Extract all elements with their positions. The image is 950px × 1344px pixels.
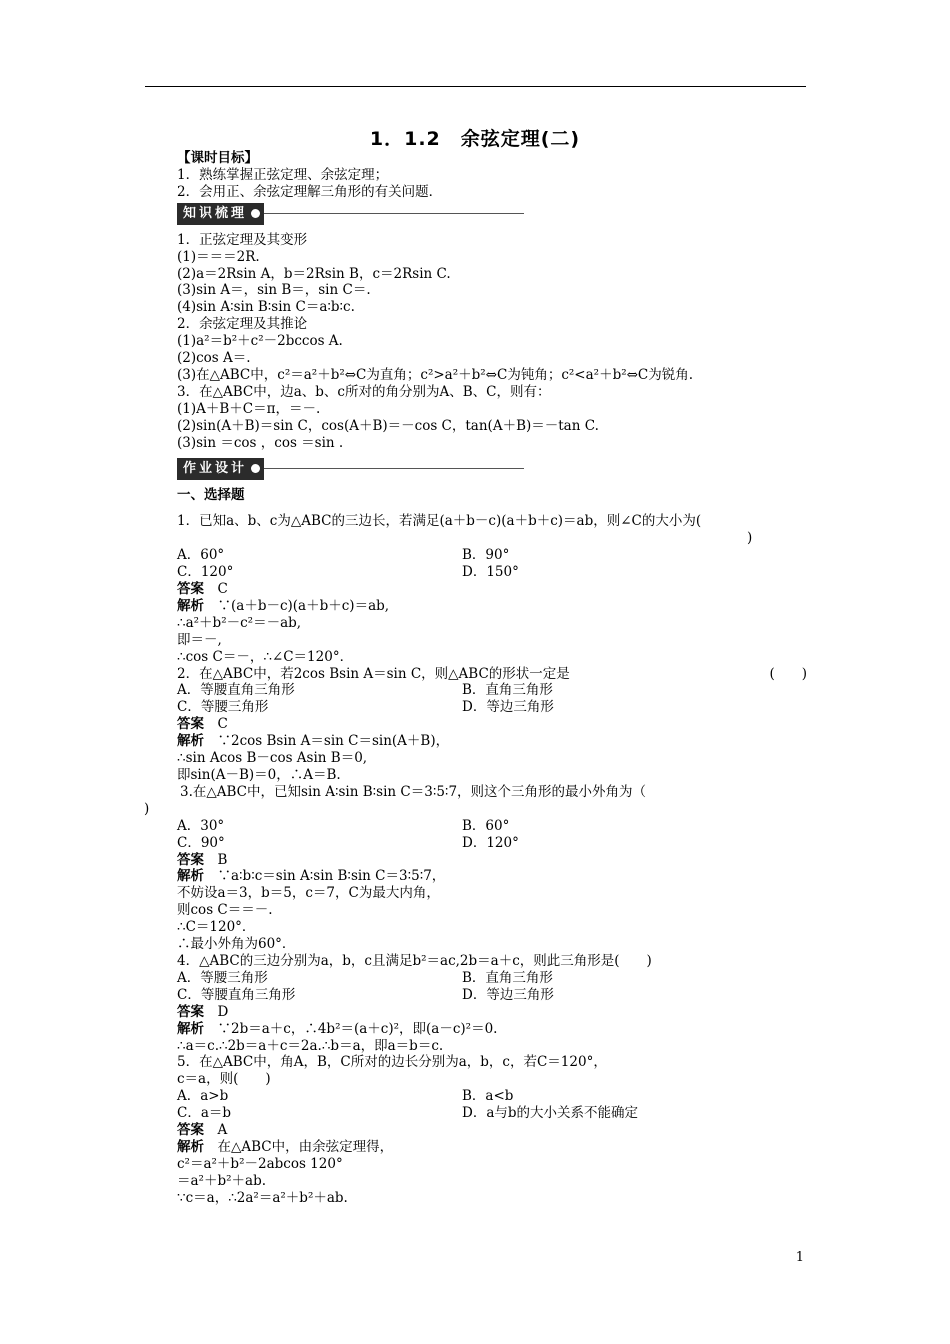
analysis-line: ∵(a＋b－c)(a＋b＋c)＝ab, [217,597,390,614]
question-1-stem: 1．已知a、b、c为△ABC的三边长，若满足(a＋b－c)(a＋b＋c)＝ab，则∠C的大小为( [177,513,702,530]
knowledge-line: (2)a＝2Rsin A，b＝2Rsin B，c＝2Rsin C. [177,265,451,282]
header-rule [145,86,806,87]
answer-value: A [217,1122,228,1139]
options-row [177,682,817,699]
option: D．等边三角形 [462,699,554,716]
analysis-label: 解析 [177,868,204,885]
option: A．30° [177,817,225,834]
question-2-row [177,666,807,683]
analysis-line: ∴a＝c.∴2b＝a＋c＝2a.∴b＝a，即a＝b＝c. [177,1037,444,1054]
options-row [177,818,817,835]
option: B．a<b [462,1088,514,1105]
options-row [177,1105,817,1122]
analysis-line: 不妨设a＝3，b＝5，c＝7，C为最大内角， [177,885,440,902]
section-banner-knowledge [177,202,817,226]
part-heading: 一、选择题 [177,486,245,503]
analysis-line: ∵a∶b∶c＝sin A∶sin B∶sin C＝3∶5∶7， [217,868,446,885]
knowledge-line: (3)在△ABC中，c²＝a²＋b²⇔C为直角；c²>a²＋b²⇔C为钝角；c²<a²＋b²⇔C为锐角. [177,366,694,383]
answer-label: 答案 [177,851,204,868]
page-number: 1 [795,1250,804,1265]
analysis-line: ∵2b＝a＋c，∴4b²＝(a＋c)²，即(a－c)²＝0. [217,1020,498,1037]
option: C．等腰直角三角形 [177,986,296,1003]
section-label: 知识梳理 [183,205,248,221]
analysis-label: 解析 [177,733,204,750]
question-5-stem: 5．在△ABC中，角A，B，C所对的边长分别为a，b，c，若C＝120°， [177,1054,607,1071]
analysis-label: 解析 [177,1020,204,1037]
options-row [177,547,817,564]
analysis-line: ∴C＝120°． [177,919,256,936]
section-rule [264,468,524,469]
question-5-stem-continued: c＝a，则( ) [177,1071,271,1088]
question-4-stem: 4．△ABC的三边分别为a，b，c且满足b²＝ac,2b＝a＋c，则此三角形是( ) [177,952,652,969]
answer-paren: ( ) [769,665,807,682]
analysis-line: ＝a²＋b²＋ab. [177,1172,266,1189]
analysis-line: 在△ABC中，由余弦定理得， [217,1138,394,1155]
analysis-line: ∴a²＋b²－c²＝－ab, [177,614,302,631]
knowledge-line: (1)A＋B＋C＝π，＝－. [177,400,321,417]
analysis-line: 即＝－, [177,631,222,648]
answer-paren: ) [747,530,753,547]
option: B．直角三角形 [462,969,553,986]
analysis-line: ∴最小外角为60°． [177,936,296,953]
knowledge-line: (1)＝＝＝2R. [177,248,260,265]
answer-label: 答案 [177,581,204,598]
analysis-line: c²＝a²＋b²－2abcos 120° [177,1155,343,1172]
option: A．a>b [177,1088,229,1105]
options-row [177,970,817,987]
options-row [177,1088,817,1105]
knowledge-line: (1)a²＝b²＋c²－2bccos A. [177,333,343,350]
knowledge-line: 2．余弦定理及其推论 [177,316,308,333]
page-title: 1．1.2 余弦定理(二) [369,128,581,150]
knowledge-line: 3．在△ABC中，边a、b、c所对的角分别为A、B、C，则有： [177,383,551,400]
section-label: 作业设计 [183,460,248,476]
option: D．等边三角形 [462,986,554,1003]
option: C．90° [177,834,225,851]
option: A．等腰三角形 [177,969,268,986]
option: B．60° [462,817,510,834]
analysis-label: 解析 [177,597,204,614]
analysis-line: ∵c＝a，∴2a²＝a²＋b²＋ab. [177,1189,348,1206]
option: D．150° [462,564,519,581]
analysis-line: 则cos C＝＝－. [177,902,273,919]
bullet-dot-icon [251,464,260,473]
option: D．120° [462,834,519,851]
knowledge-line: (4)sin A∶sin B∶sin C＝a∶b∶c. [177,299,355,316]
option: C．120° [177,564,234,581]
knowledge-line: (2)cos A＝. [177,350,251,367]
analysis-line: ∴cos C＝－，∴∠C＝120°． [177,648,354,665]
option: A．等腰直角三角形 [177,682,295,699]
question-3-stem: 3.在△ABC中，已知sin A∶sin B∶sin C＝3∶5∶7，则这个三角形的最小外角为（ [180,783,647,800]
answer-value: B [217,851,228,868]
option: A．60° [177,547,225,564]
answer-label: 答案 [177,1122,204,1139]
answer-label: 答案 [177,1003,204,1020]
options-row [177,987,817,1004]
knowledge-line: (3)sin A＝，sin B＝，sin C＝. [177,282,371,299]
answer-value: D [217,1003,229,1020]
analysis-line: 即sin(A－B)＝0，∴A＝B. [177,767,341,783]
options-row [177,835,817,852]
options-row [177,564,817,581]
analysis-line: ∴sin Acos B－cos Asin B＝0, [177,750,368,767]
objective-item: 1．熟练掌握正弦定理、余弦定理； [177,166,389,183]
answer-paren: ) [144,800,150,817]
option: C．a＝b [177,1105,232,1122]
knowledge-line: (2)sin(A＋B)＝sin C，cos(A＋B)＝－cos C，tan(A＋B)＝－tan C. [177,417,599,434]
answer-value: C [217,581,228,598]
answer-value: C [217,716,228,733]
option: D．a与b的大小关系不能确定 [462,1105,639,1122]
section-banner-homework [177,457,817,481]
option: B．90° [462,547,510,564]
question-2-stem: 2．在△ABC中，若2cos Bsin A＝sin C，则△ABC的形状一定是 [177,665,570,682]
objectives-heading: 【课时目标】 [177,150,258,166]
knowledge-line: 1．正弦定理及其变形 [177,231,308,248]
answer-label: 答案 [177,716,204,733]
analysis-line: ∵2cos Bsin A＝sin C＝sin(A＋B)， [217,733,450,750]
section-rule [264,213,524,214]
bullet-dot-icon [251,209,260,218]
options-row [177,699,817,716]
objective-item: 2．会用正、余弦定理解三角形的有关问题． [177,183,443,200]
document-body [144,150,817,1207]
option: C．等腰三角形 [177,699,269,716]
analysis-label: 解析 [177,1138,204,1155]
knowledge-line: (3)sin ＝cos ，cos ＝sin . [177,434,344,451]
option: B．直角三角形 [462,682,553,699]
